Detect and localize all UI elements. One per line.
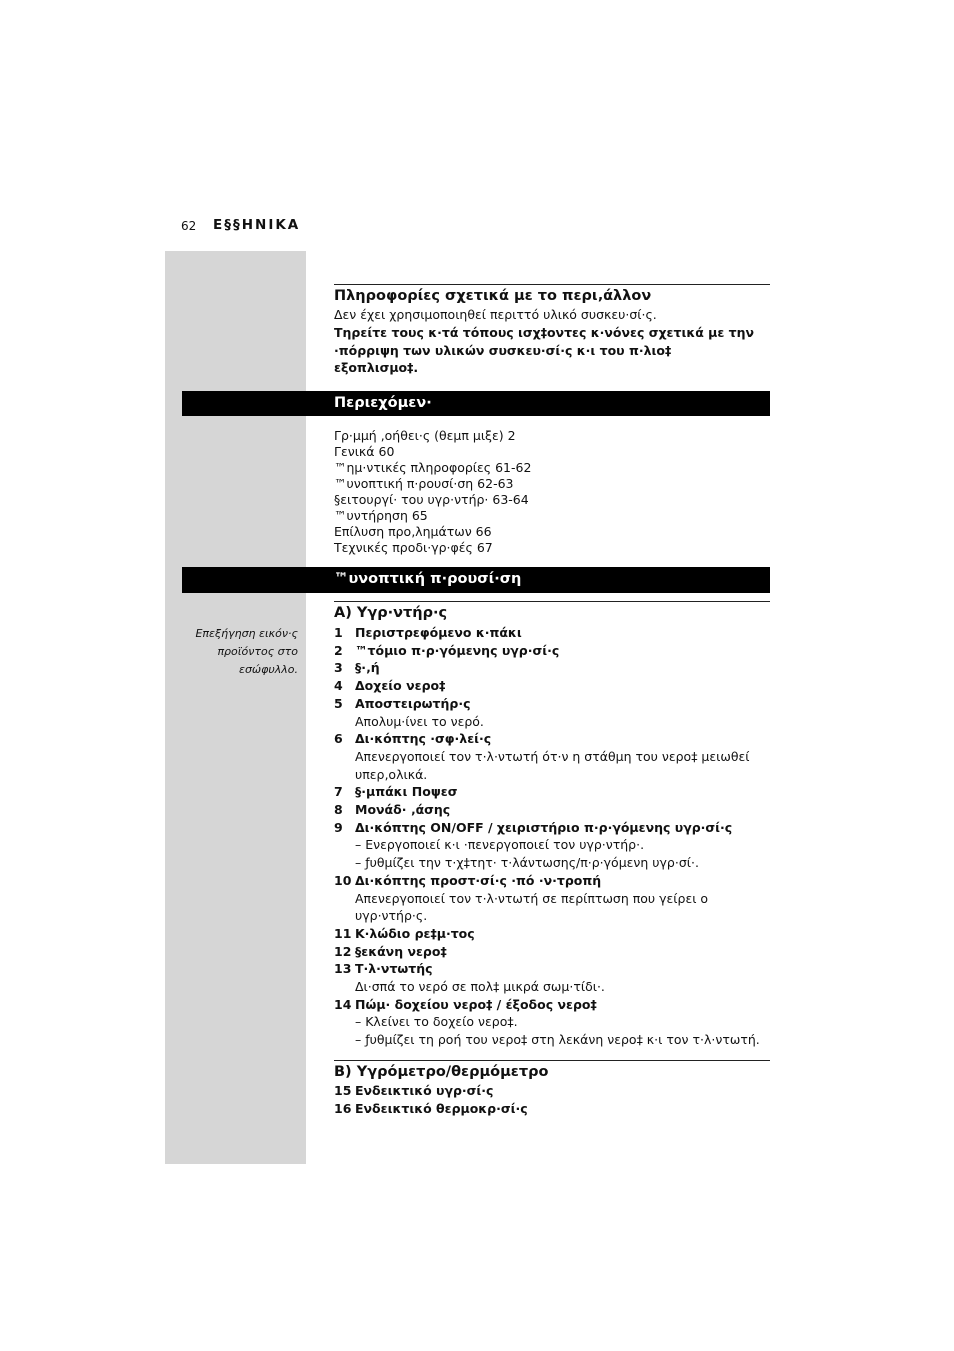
part-label: Κ·λώδιο ρε‡μ·τος: [355, 925, 475, 941]
part-description-text: Απενεργοποιεί τον τ·λ·ντωτή ότ·ν η στάθμη του νερο‡ μειωθεί: [355, 748, 750, 764]
part-item: [334, 659, 770, 677]
part-label: ™τόμιο π·ρ·γόμενης υγρ·σί·ς: [355, 642, 560, 658]
part-number: 4: [334, 678, 343, 694]
part-item: [334, 1100, 770, 1118]
environment-text-bold: εξοπλισμο‡.: [334, 360, 419, 375]
part-label: Μονάδ· ‚άσης: [355, 802, 451, 818]
environment-text: Δεν έχει χρησιμοποιηθεί περιττό υλικό συσκευ·σί·ς.: [334, 307, 657, 322]
part-description-text: Απενεργοποιεί τον τ·λ·ντωτή σε περίπτωση που γείρει ο: [355, 890, 709, 906]
part-number: 3: [334, 660, 343, 676]
toc-entry: ™ημ·ντικές πληροφορίες 61-62: [334, 460, 532, 475]
side-note-line: εσώφυλλο.: [239, 663, 298, 676]
toc-entry: §ειτουργί· του υγρ·ντήρ· 63-64: [334, 492, 529, 507]
part-description-text: υγρ·ντήρ·ς.: [355, 908, 428, 924]
toc-entry: Γρ·μμή ‚οήθει·ς (θεμπ μιξε) 2: [334, 428, 516, 443]
part-description-text: Απολυμ·ίνει το νερό.: [355, 713, 484, 729]
part-number: 5: [334, 695, 343, 711]
part-number: 13: [334, 961, 352, 977]
parts-list-a: [334, 624, 770, 1049]
part-label: Ενδεικτικό θερμοκρ·σί·ς: [355, 1100, 528, 1116]
contents-title: Περιεχόμεν·: [334, 395, 432, 411]
section-a-title: A) Υγρ·ντήρ·ς: [334, 605, 448, 621]
part-label: §·‚ή: [355, 660, 380, 676]
part-number: 14: [334, 996, 352, 1012]
part-number: 7: [334, 784, 343, 800]
part-label: Δοχείο νερο‡: [355, 678, 446, 694]
environment-title: Πληροφορίες σχετικά με το περι‚άλλον: [334, 288, 652, 304]
part-number: 16: [334, 1100, 352, 1116]
side-note: [178, 625, 298, 679]
side-note-line: Επεξήγηση εικόν·ς: [195, 627, 298, 640]
part-description: [334, 1031, 770, 1049]
language-heading: E§§HNIKA: [213, 217, 301, 233]
toc-entry: Επίλυση προ‚λημάτων 66: [334, 524, 492, 539]
part-description: [334, 1013, 770, 1031]
part-item: [334, 642, 770, 660]
page-number: 62: [181, 219, 197, 233]
part-number: 6: [334, 731, 343, 747]
part-number: 11: [334, 925, 352, 941]
part-item: [334, 783, 770, 801]
part-item: [334, 730, 770, 748]
part-description: [334, 766, 770, 784]
part-description-text: – Κλείνει το δοχείο νερο‡.: [355, 1014, 518, 1030]
part-number: 8: [334, 802, 343, 818]
part-label: Αποστειρωτήρ·ς: [355, 695, 471, 711]
side-margin-column: [165, 251, 306, 1164]
part-item: [334, 960, 770, 978]
part-number: 10: [334, 872, 352, 888]
part-label: Δι·κόπτης ·σφ·λεί·ς: [355, 731, 492, 747]
part-item: [334, 677, 770, 695]
part-label: §·μπάκι Πoψεσ: [355, 784, 458, 800]
part-item: [334, 925, 770, 943]
part-label: Πώμ· δοχείου νερο‡ / έξοδος νερο‡: [355, 996, 597, 1012]
part-label: §εκάνη νερο‡: [355, 943, 447, 959]
part-label: Τ·λ·ντωτής: [355, 961, 433, 977]
contents-bar: [182, 391, 770, 416]
part-item: [334, 996, 770, 1014]
part-description: [334, 748, 770, 766]
part-description: [334, 890, 770, 908]
part-number: 9: [334, 819, 343, 835]
section-b-title: B) Υγρόμετρο/θερμόμετρο: [334, 1064, 549, 1080]
part-label: Δι·κόπτης ON/OFF / χειριστήριο π·ρ·γόμενης υγρ·σί·ς: [355, 819, 733, 835]
parts-list-b: [334, 1082, 770, 1117]
part-description-text: – Ενεργοποιεί κ·ι ·πενεργοποιεί τον υγρ·ντήρ·.: [355, 837, 645, 853]
part-label: Δι·κόπτης προστ·σί·ς ·πό ·ν·τροπή: [355, 872, 602, 888]
part-description: [334, 907, 770, 925]
part-description-text: Δι·σπά το νερό σε πολ‡ μικρά σωμ·τίδι·.: [355, 979, 605, 995]
part-description: [334, 854, 770, 872]
part-item: [334, 943, 770, 961]
part-item: [334, 695, 770, 713]
part-description: [334, 978, 770, 996]
table-of-contents: [334, 428, 531, 556]
part-description: [334, 713, 770, 731]
toc-entry: ™υντήρηση 65: [334, 508, 428, 523]
part-item: [334, 624, 770, 642]
part-label: Περιστρεφόμενο κ·πάκι: [355, 625, 522, 640]
toc-entry: Γενικά 60: [334, 444, 395, 459]
toc-entry: Τεχνικές προδι·γρ·φές 67: [334, 540, 493, 555]
part-label: Ενδεικτικό υγρ·σί·ς: [355, 1083, 494, 1098]
part-description-text: υπερ‚ολικά.: [355, 766, 428, 782]
divider: [334, 284, 770, 285]
side-note-line: προϊόντος στο: [217, 645, 298, 658]
part-description: [334, 836, 770, 854]
part-item: [334, 819, 770, 837]
divider: [334, 1060, 770, 1061]
part-number: 12: [334, 943, 352, 959]
part-number: 15: [334, 1083, 352, 1098]
divider: [334, 601, 770, 602]
environment-text-bold: ·πόρριψη των υλικών συσκευ·σί·ς κ·ι του π·λιο‡: [334, 343, 672, 358]
overview-bar: [182, 567, 770, 593]
overview-title: ™υνοπτική π·ρουσί·ση: [334, 571, 522, 587]
part-item: [334, 801, 770, 819]
part-number: 1: [334, 625, 343, 640]
toc-entry: ™υνοπτική π·ρουσί·ση 62-63: [334, 476, 514, 491]
part-item: [334, 872, 770, 890]
part-item: [334, 1082, 770, 1100]
part-number: 2: [334, 642, 343, 658]
part-description-text: – ƒυθμίζει τη ροή του νερο‡ στη λεκάνη νερο‡ κ·ι τον τ·λ·ντωτή.: [355, 1032, 760, 1048]
environment-text-bold: Τηρείτε τους κ·τά τόπους ισχ‡οντες κ·νόνες σχετικά με την: [334, 325, 755, 340]
part-description-text: – ƒυθμίζει την τ·χ‡τητ· τ·λάντωσης/π·ρ·γόμενη υγρ·σί·.: [355, 855, 699, 871]
